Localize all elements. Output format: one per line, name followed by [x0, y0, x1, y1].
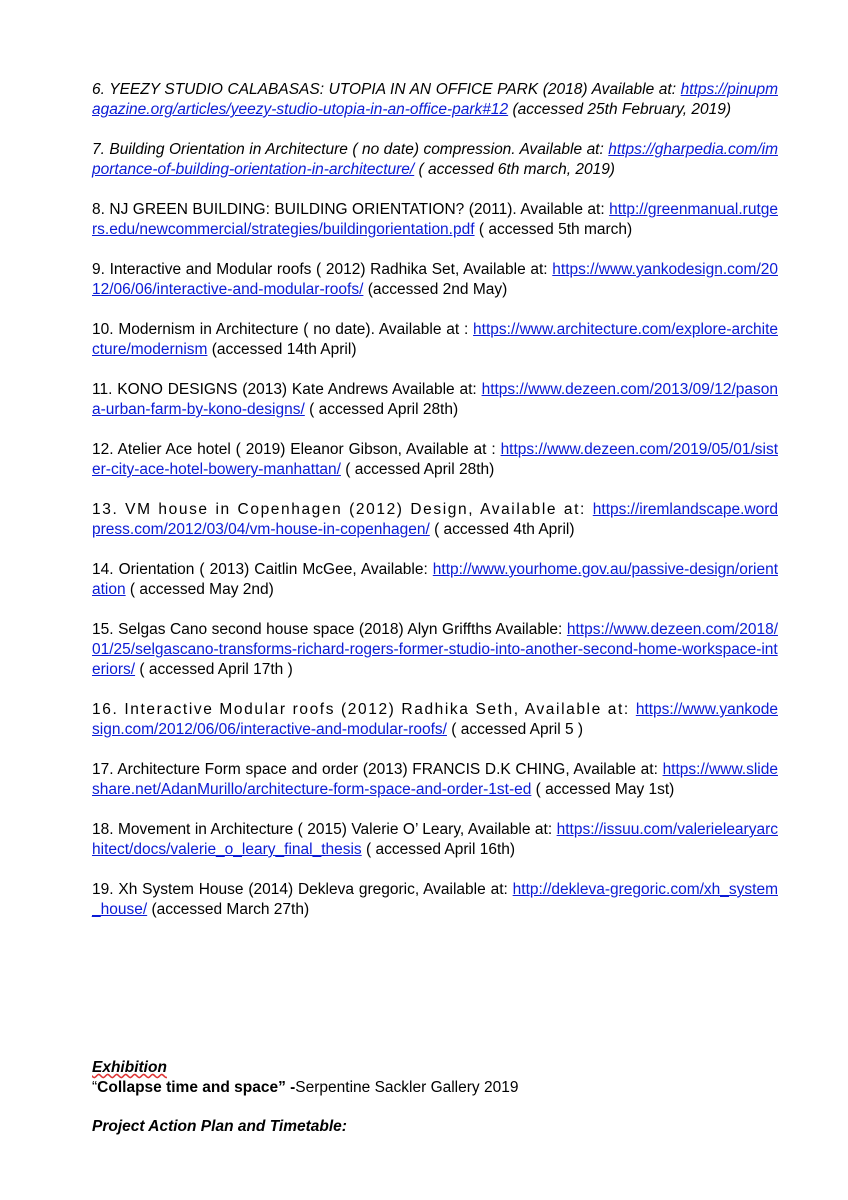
reference-link[interactable]: http://dekleva-gregoric.com/xh_system_house/ [92, 881, 778, 918]
reference-text: 10. Modernism in Architecture ( no date). Available at : [92, 321, 474, 338]
reference-ref-15 [92, 620, 778, 680]
exhibition-heading: Exhibition [92, 1059, 167, 1076]
reference-ref-13 [92, 500, 778, 540]
reference-link[interactable]: https://www.yankodesign.com/2012/06/06/interactive-and-modular-roofs/ [92, 701, 778, 738]
reference-accessed-note: ( accessed 6th march, 2019) [414, 161, 615, 178]
reference-accessed-note: ( accessed May 1st) [531, 781, 675, 798]
reference-ref-19 [92, 880, 778, 920]
reference-accessed-note: (accessed 14th April) [207, 341, 357, 358]
reference-accessed-note: ( accessed May 2nd) [125, 581, 274, 598]
exhibition-section [92, 1058, 778, 1098]
exhibition-entry [92, 1078, 778, 1098]
reference-ref-10 [92, 320, 778, 360]
reference-text: 14. Orientation ( 2013) Caitlin McGee, Available: [92, 561, 433, 578]
reference-ref-11 [92, 380, 778, 420]
reference-text: 18. Movement in Architecture ( 2015) Valerie O’ Leary, Available at: [92, 821, 557, 838]
exhibition-venue: Serpentine Sackler Gallery 2019 [295, 1079, 519, 1096]
reference-accessed-note: ( accessed April 28th) [304, 401, 459, 418]
reference-ref-9 [92, 260, 778, 300]
reference-text: 8. NJ GREEN BUILDING: BUILDING ORIENTATION? (2011). Available at: [92, 201, 610, 218]
reference-ref-7 [92, 140, 778, 180]
reference-accessed-note: (accessed 25th February, 2019) [508, 101, 731, 118]
exhibition-dash: - [285, 1079, 296, 1096]
reference-text: 9. Interactive and Modular roofs ( 2012) Radhika Set, Available at: [92, 261, 553, 278]
reference-link[interactable]: https://gharpedia.com/importance-of-building-orientation-in-architecture/ [92, 141, 778, 178]
reference-accessed-note: ( accessed April 17th ) [135, 661, 293, 678]
reference-text: 12. Atelier Ace hotel ( 2019) Eleanor Gibson, Available at : [92, 441, 501, 458]
reference-link[interactable]: http://www.yourhome.gov.au/passive-design/orientation [92, 561, 778, 598]
reference-ref-18 [92, 820, 778, 860]
reference-link[interactable]: https://pinupmagazine.org/articles/yeezy-studio-utopia-in-an-office-park#12 [92, 81, 778, 118]
reference-text: 7. Building Orientation in Architecture ( no date) compression. Available at: [92, 141, 609, 158]
reference-ref-17 [92, 760, 778, 800]
reference-ref-14 [92, 560, 778, 600]
reference-ref-6 [92, 80, 778, 120]
reference-text: 17. Architecture Form space and order (2013) FRANCIS D.K CHING, Available at: [92, 761, 663, 778]
reference-link[interactable]: https://www.dezeen.com/2018/01/25/selgascano-transforms-richard-rogers-former-studio-into-another-second-home-workspace-interiors/ [92, 621, 778, 678]
reference-text: 6. YEEZY STUDIO CALABASAS: UTOPIA IN AN OFFICE PARK (2018) Available at: [92, 81, 681, 98]
reference-link[interactable]: http://greenmanual.rutgers.edu/newcommercial/strategies/buildingorientation.pdf [92, 201, 778, 238]
reference-accessed-note: ( accessed April 16th) [361, 841, 516, 858]
reference-text: 15. Selgas Cano second house space (2018) Alyn Griffths Available: [92, 621, 567, 638]
reference-list [92, 80, 778, 940]
reference-accessed-note: (accessed 2nd May) [363, 281, 508, 298]
reference-link[interactable]: https://www.slideshare.net/AdanMurillo/architecture-form-space-and-order-1st-ed [92, 761, 778, 798]
reference-link[interactable]: https://www.dezeen.com/2019/05/01/sister-city-ace-hotel-bowery-manhattan/ [92, 441, 778, 478]
reference-link[interactable]: https://issuu.com/valerielearyarchitect/docs/valerie_o_leary_final_thesis [92, 821, 778, 858]
reference-accessed-note: ( accessed 5th march) [474, 221, 633, 238]
reference-accessed-note: ( accessed 4th April) [429, 521, 575, 538]
plan-heading: Project Action Plan and Timetable: [92, 1118, 347, 1135]
reference-link[interactable]: https://iremlandscape.wordpress.com/2012/03/04/vm-house-in-copenhagen/ [92, 501, 778, 538]
reference-accessed-note: (accessed March 27th) [147, 901, 310, 918]
reference-text: 16. Interactive Modular roofs (2012) Radhika Seth, Available at: [92, 701, 636, 718]
reference-ref-8 [92, 200, 778, 240]
reference-link[interactable]: https://www.yankodesign.com/2012/06/06/interactive-and-modular-roofs/ [92, 261, 778, 298]
reference-link[interactable]: https://www.architecture.com/explore-architecture/modernism [92, 321, 778, 358]
reference-text: 13. VM house in Copenhagen (2012) Design, Available at: [92, 501, 593, 518]
reference-link[interactable]: https://www.dezeen.com/2013/09/12/pasona-urban-farm-by-kono-designs/ [92, 381, 778, 418]
reference-text: 19. Xh System House (2014) Dekleva gregoric, Available at: [92, 881, 513, 898]
reference-accessed-note: ( accessed April 28th) [340, 461, 495, 478]
reference-text: 11. KONO DESIGNS (2013) Kate Andrews Available at: [92, 381, 482, 398]
exhibition-title: Collapse time and space” [97, 1079, 286, 1096]
reference-ref-16 [92, 700, 778, 740]
exhibition-quote-open: “ [92, 1079, 98, 1096]
reference-accessed-note: ( accessed April 5 ) [446, 721, 584, 738]
reference-ref-12 [92, 440, 778, 480]
